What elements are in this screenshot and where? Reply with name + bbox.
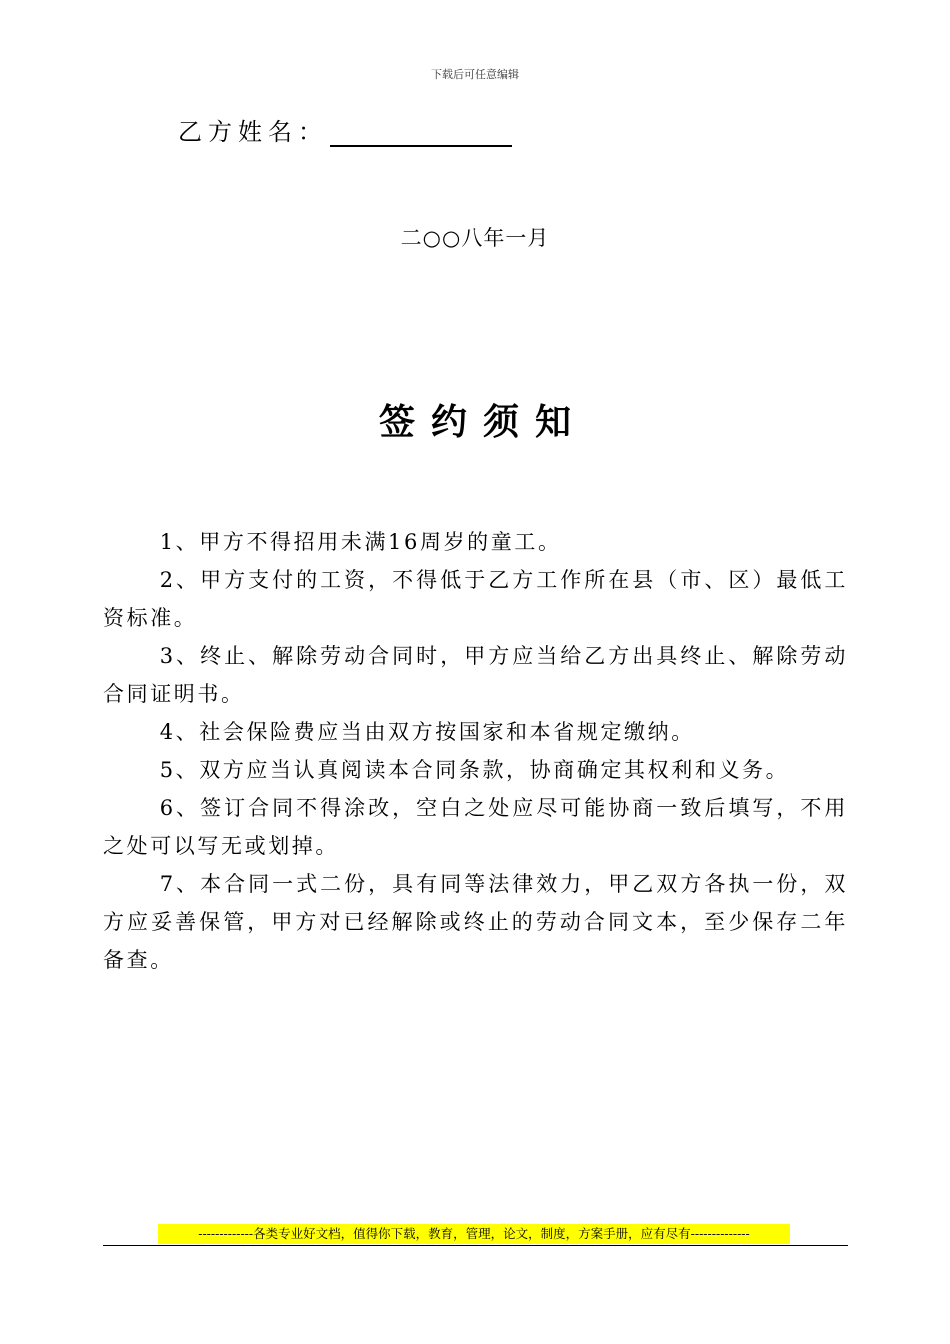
notice-item-1: 1、甲方不得招用未满16周岁的童工。: [159, 530, 562, 554]
notice-item-2: 2、甲方支付的工资，不得低于乙方工作所在县（市、区）最低工资标准。: [103, 568, 848, 630]
notice-item-6: 6、签订合同不得涂改，空白之处应尽可能协商一致后填写，不用之处可以写无或划掉。: [103, 796, 848, 858]
party-b-name-row: [178, 112, 512, 147]
party-b-name-label: 乙方姓名：: [178, 118, 328, 146]
party-b-name-blank: [330, 121, 512, 147]
header-note: 下载后可任意编辑: [431, 68, 519, 81]
notice-item-5: 5、双方应当认真阅读本合同条款，协商确定其权利和义务。: [159, 758, 790, 782]
notice-item-7: 7、本合同一式二份，具有同等法律效力，甲乙双方各执一份，双方应妥善保管，甲方对已经解除或终止的劳动合同文本，至少保存二年备查。: [103, 872, 848, 972]
date-line: 二○○八年一月: [400, 226, 550, 250]
footer-note: -------------各类专业好文档，值得你下载，教育，管理，论文，制度，方案手册，应有尽有--------------: [158, 1224, 790, 1244]
notice-item-4: 4、社会保险费应当由双方按国家和本省规定缴纳。: [159, 720, 695, 744]
notice-item-3: 3、终止、解除劳动合同时，甲方应当给乙方出具终止、解除劳动合同证明书。: [103, 644, 848, 706]
notice-items: [103, 523, 848, 979]
footer-rule: [103, 1245, 848, 1246]
notice-title: 签约须知: [378, 402, 587, 443]
